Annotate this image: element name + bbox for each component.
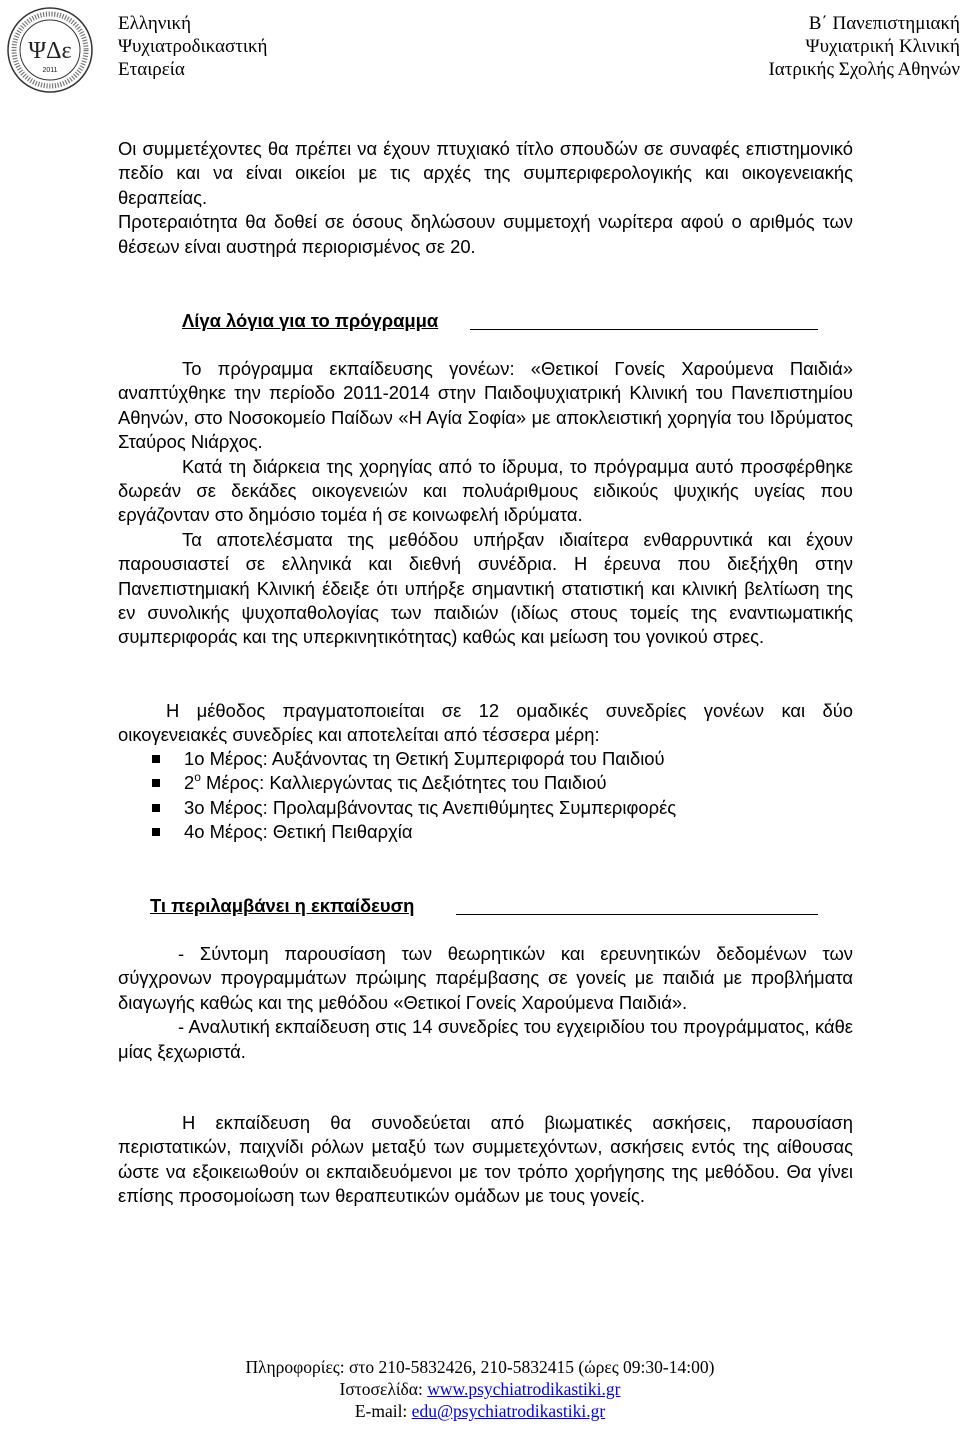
training-item-presentation: - Σύντομη παρουσίαση των θεωρητικών και ερευνητικών δεδομένων των σύγχρονων προγραμμάτων πρώιμης παρέμβασης σε γονείς με παιδιά με προβλήματα διαγωγής καθώς και της μεθόδου «Θετικοί Γονείς Χαρούμενα Παιδιά». — [118, 943, 853, 1013]
society-logo — [6, 6, 94, 94]
header-society-name — [118, 12, 267, 81]
footer-email-line: E-mail: edu@psychiatrodikastiki.gr — [354, 1401, 606, 1421]
footer — [0, 1356, 960, 1422]
list-item: 4ο Μέρος: Θετική Πειθαρχία — [150, 820, 676, 844]
email-link[interactable]: edu@psychiatrodikastiki.gr — [411, 1401, 606, 1421]
training-details — [118, 1111, 853, 1209]
list-item: 3ο Μέρος: Προλαμβάνοντας τις Ανεπιθύμητες Συμπεριφορές — [150, 796, 676, 820]
method-section — [118, 699, 853, 748]
footer-phone-info: Πληροφορίες: στο 210-5832426, 210-5832415 (ώρες 09:30-14:00) — [245, 1357, 715, 1377]
header-clinic-name — [700, 12, 960, 81]
about-paragraph-results: Τα αποτελέσματα της μεθόδου υπήρξαν ιδιαίτερα ενθαρρυντικά και έχουν παρουσιαστεί σε ελληνικά και διεθνή συνέδρια. Η έρευνα που διεξήχθη στην Πανεπιστημιακή Κλινική έδειξε ότι υπήρξε σημαντική στατιστική και κλινική βελτίωση της εν συνολικής ψυχοπαθολογίας των παιδιών (ιδίως στους τομείς της εναντιωματικής συμπεριφοράς και της υπερκινητικότητας) καθώς και μείωση του γονικού στρες. — [118, 528, 853, 648]
header-left-line: Ελληνική — [118, 13, 192, 34]
training-section — [118, 942, 853, 1064]
bullet-icon — [152, 755, 160, 763]
website-link[interactable]: www.psychiatrodikastiki.gr — [427, 1379, 621, 1399]
about-section — [118, 357, 853, 650]
section-heading-training: Τι περιλαμβάνει η εκπαίδευση — [150, 895, 415, 916]
section-heading-about: Λίγα λόγια για το πρόγραμμα — [182, 310, 439, 331]
about-paragraph-sponsorship: Κατά τη διάρκεια της χορηγίας από το ίδρυμα, το πρόγραμμα αυτό προσφέρθηκε δωρεάν σε δεκάδες οικογενειών και πολυάριθμους ειδικούς ψυχικής υγείας που εργάζονταν στο δημόσιο τομέα ή σε κοινωφελή ιδρύματα. — [118, 455, 853, 526]
intro-paragraph-priority: Προτεραιότητα θα δοθεί σε όσους δηλώσουν συμμετοχή νωρίτερα αφού ο αριθμός των θέσεων είναι αυστηρά περιορισμένος σε 20. — [118, 211, 853, 257]
intro-paragraph-requirements: Οι συμμετέχοντες θα πρέπει να έχουν πτυχιακό τίτλο σπουδών σε συναφές επιστημονικό πεδίο και να είναι οικείοι με τις αρχές της συμπεριφερολογικής και οικογενειακής θεραπείας. — [118, 138, 853, 208]
footer-website-line: Ιστοσελίδα: www.psychiatrodikastiki.gr — [339, 1379, 621, 1399]
training-item-sessions: - Αναλυτική εκπαίδευση στις 14 συνεδρίες του εγχειριδίου του προγράμματος, κάθε μίας ξεχωριστά. — [118, 1016, 853, 1062]
about-paragraph-program: Το πρόγραμμα εκπαίδευσης γονέων: «Θετικοί Γονείς Χαρούμενα Παιδιά» αναπτύχθηκε την περίοδο 2011-2014 στην Παιδοψυχιατρική Κλινική του Πανεπιστημίου Αθηνών, στο Νοσοκομείο Παίδων «Η Αγία Σοφία» με αποκλειστική χορηγία του Ιδρύματος Σταύρος Νιάρχος. — [118, 358, 853, 453]
header-right-line: Ψυχιατρική Κλινική — [805, 36, 960, 57]
logo-letters: ΨΔε — [28, 38, 72, 64]
list-item: 1ο Μέρος: Αυξάνοντας τη Θετική Συμπεριφορά του Παιδιού — [150, 747, 676, 771]
header-right-line: Β΄ Πανεπιστημιακή — [808, 13, 960, 34]
header-left-line: Ψυχιατροδικαστική — [118, 36, 268, 57]
header-right-line: Ιατρικής Σχολής Αθηνών — [768, 59, 960, 80]
heading-underline — [456, 914, 818, 915]
header-left-line: Εταιρεία — [118, 59, 185, 80]
intro-section — [118, 137, 853, 259]
method-paragraph: Η μέθοδος πραγματοποιείται σε 12 ομαδικές συνεδρίες γονέων και δύο οικογενειακές συνεδρίες και αποτελείται από τέσσερα μέρη: — [118, 700, 853, 746]
heading-underline — [470, 329, 818, 330]
training-paragraph-exercises: Η εκπαίδευση θα συνοδεύεται από βιωματικές ασκήσεις, παρουσίαση περιστατικών, παιχνίδι ρόλων μεταξύ των συμμετεχόντων, ασκήσεις εντός της αίθουσας ώστε να εξοικειωθούν οι εκπαιδευόμενοι με τον τρόπο χορήγησης της μεθόδου. Θα γίνει επίσης προσομοίωση των θεραπευτικών ομάδων με τους γονείς. — [118, 1112, 853, 1207]
bullet-icon — [152, 828, 160, 836]
bullet-icon — [152, 804, 160, 812]
method-parts-list — [150, 747, 676, 845]
list-item: $2^o$ Μέρος: Καλλιεργώντας τις Δεξιότητες του Παιδιού — [150, 771, 676, 795]
bullet-icon — [152, 779, 160, 787]
logo-year: 2011 — [42, 67, 58, 74]
